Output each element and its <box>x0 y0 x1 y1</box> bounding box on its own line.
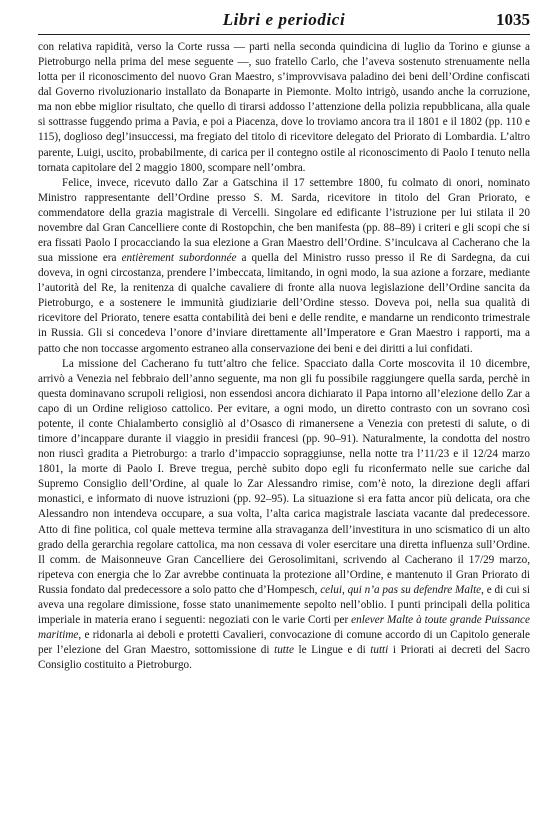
paragraph <box>38 176 530 357</box>
text-run: le Lingue e di <box>293 644 371 657</box>
italic-text: celui, qui n’a pas su defendre Malte <box>320 583 482 596</box>
text-run: i Priorati ai decreti del Sacro Consiglio costituito a Pietroburgo. <box>38 644 530 672</box>
page-number: 1035 <box>496 10 530 29</box>
text-run: , e ridonarla ai deboli e protetti Cavalieri, convocazione di comune accordo di un Capitolo generale per l’elezione del Gran Maestro, sottomissione di <box>38 629 530 657</box>
italic-text: tutti <box>370 644 389 657</box>
italic-text: enlever Malte à toute grande Puissance maritime <box>38 613 530 642</box>
page-header <box>38 6 530 36</box>
text-run: a quella del Ministro russo presso il Re di Sardegna, da cui doveva, in ogni circostanza, prendere l’imbeccata, limitando, in ogni modo, la sua azione a forzare, mediante l’autorità del Re, la renitenza di qualche cavaliere di fronte alla nuova legislazione dell’Ordine sancita da Pietroburgo, e a sostenere le immunità giudiziarie dell’Ordine stesso. Doveva poi, nella sua qualità di ricevitore del Priorato, tenere esatta contabilità dei beni e delle rendite, e mandarne un rendiconto trimestrale in Russia. Gli si concedeva l’onore d’inviare direttamente all’Imperatore e Gran Maestro i rapporti, ma a patto che non toccasse argomento estraneo alla conservazione dei beni e dei diritti a lui confidati. <box>38 252 530 355</box>
body-text <box>38 40 530 673</box>
italic-text: entièrement subordonnée <box>121 252 237 265</box>
text-run: , e di cui si aveva una regolare dimissione, fosse stato unanimemente sepolto nell’oblio. I punti principali della politica imperiale in materia erano i seguenti: negoziati con le varie Corti per <box>38 583 530 626</box>
paragraph <box>38 357 530 674</box>
text-run: con relativa rapidità, verso la Corte russa — parti nella seconda quindicina di luglio da Torino e giunse a Pietroburgo nella prima del mese seguente —, suo fratello Carlo, che l’aveva sostenuto strenuamente nella lotta per il riconoscimento del nuovo Gran Maestro, s’improvvisava paladino dei beni dell’Ordine confiscati dal Governo rivoluzionario installato da Bonaparte in Piemonte. Molto intrigò, usando anche la corruzione, ma non ebbe miglior risultato, che quello di tirarsi addosso l’attenzione della polizia repubblicana, alla quale si sottrasse fuggendo prima a Pavia, e poi a Piacenza, dove lo troviamo ancora tra il 1801 e il 1802 (pp. 110 e 115), doglioso degl’insuccessi, ma fregiato del titolo di ricevitore delegato del Priorato di Lombardia. L’altro parente, Luigi, uscito, probabilmente, di carica per il contegno ostile al riconoscimento di Paolo I tenuto nella tornata capitolare del 2 maggio 1800, scompare nell’ombra. <box>38 41 530 174</box>
header-rule <box>38 34 530 35</box>
text-run: La missione del Cacherano fu tutt’altro che felice. Spacciato dalla Corte moscovita il 10 dicembre, arrivò a Venezia nel febbraio dell’anno seguente, ma non gli fu possibile raggiungere quella sarda, perchè in questa dominavano scrupoli religiosi, non essendosi ancora dichiarato il Papa intorno all’elezione dello Zar a capo di un Ordine religioso cattolico. Per evitare, a ogni modo, un diretto contrasto con un sovrano così potente, il conte Chialamberto consigliò al d’Osasco di rimanersene a Venezia con pretesti di salute, o di timore d’incappare durante il viaggio in presidii francesi (pp. 90–91). Naturalmente, la condotta del nostro non riuscì gradita a Pietroburgo: a trarlo d’impaccio sopraggiunse, nella notte tra l’11/23 e il 12/24 marzo 1801, la morte di Paolo I. Breve tregua, perchè subito dopo egli fu riconfermato nelle sue cariche dal Supremo Consiglio dell’Ordine, al quale lo Zar Alessandro rimise, com’è noto, la direzione degli affari monastici, e informato di nuove istruzioni (pp. 92–95). La situazione si era fatta ancor più delicata, ora che Alessandro non intendeva occupare, a sua volta, l’alta carica magistrale lasciata vacante dal predecessore. Atto di fine politica, col quale metteva termine alla stravaganza dell’investitura in uno scismatico di un alto grado della gerarchia regolare cattolica, ma non cessava di voler esercitare una diretta influenza sull’Ordine. Il comm. de Maisonneuve Gran Cancelliere dei Gerosolimitani, scrivendo al Cacherano il 17/29 marzo, ripeteva con energia che lo Zar avrebbe continuata la protezione all’Ordine, e mantenuto il Gran Priorato di Russia fondato dal predecessore a solo patto che d’Hompesch, <box>38 357 530 596</box>
running-title: Libri e periodici <box>222 10 346 29</box>
paragraph <box>38 40 530 176</box>
text-run: Felice, invece, ricevuto dallo Zar a Gatschina il 17 settembre 1800, fu colmato di onori, nominato Ministro rappresentante dell’Ordine presso S. M. Sarda, ricevitore in titolo del Gran Priorato, e commendatore della grazia magistrale di Vercelli. Singolare ed edificante l’istruzione per lui stilata il 20 novembre dal Gran Cancelliere conte di Rostopchin, che ben manifesta (pp. 88–89) i criteri e gli scopi che si era fissati Paolo I procacciando la sua elezione a Gran Maestro dell’Ordine. S’inculcava al Cacherano che la sua missione era <box>38 176 530 265</box>
italic-text: tutte <box>274 644 294 657</box>
